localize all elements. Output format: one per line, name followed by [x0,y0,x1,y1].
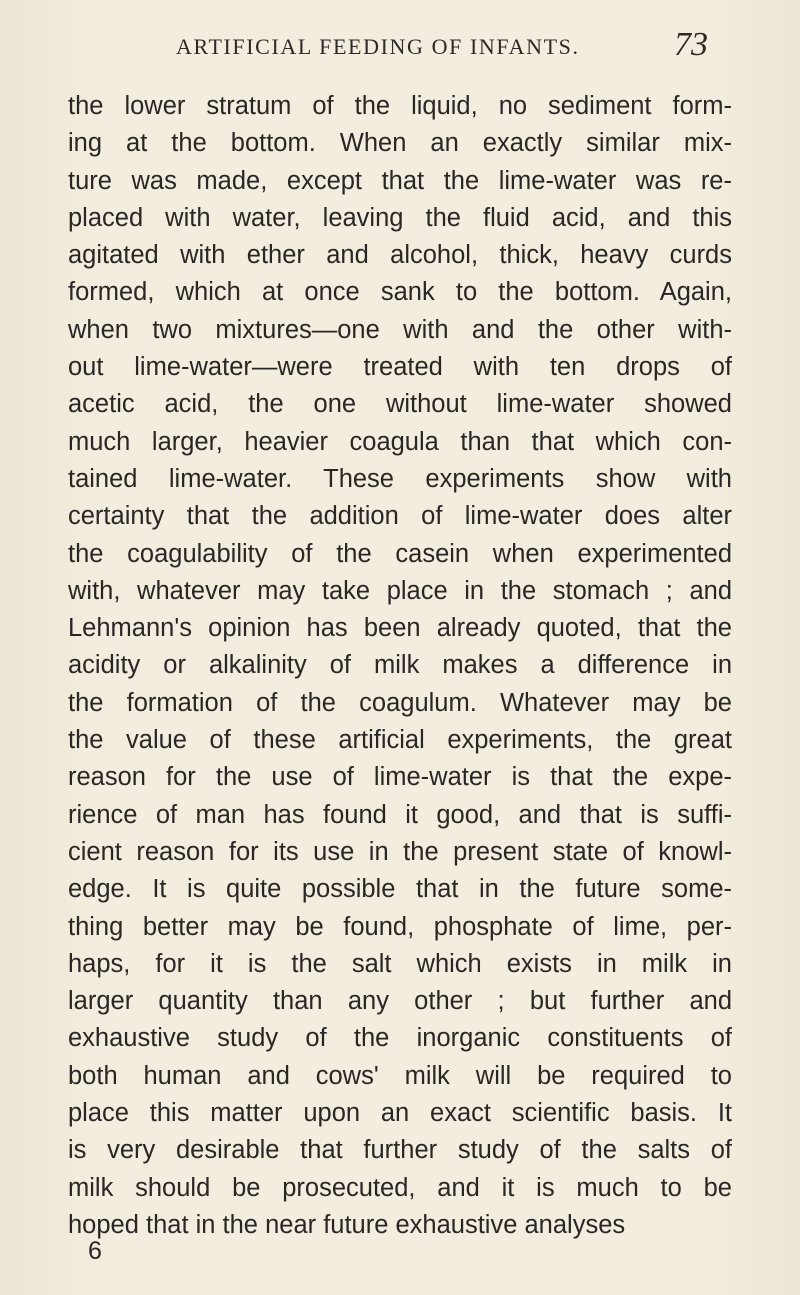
page-number: 73 [674,26,708,63]
text-line: larger quantity than any other ; but further and [68,987,732,1016]
text-line: with, whatever may take place in the stomach ; and [68,576,732,605]
text-line: hoped that in the near future exhaustive analyses [68,1210,626,1239]
text-line: tained lime-water. These experiments show with [68,464,732,493]
text-line: the value of these artificial experiments, the great [68,726,732,755]
text-line: when two mixtures—one with and the other with- [68,315,732,344]
text-line: ture was made, except that the lime-water was re- [68,166,732,195]
text-line: placed with water, leaving the fluid acid, and this [68,203,732,232]
text-line: ing at the bottom. When an exactly similar mix- [68,129,732,158]
text-line: exhaustive study of the inorganic constituents of [68,1024,732,1053]
body-text [68,88,732,1244]
text-line: Lehmann's opinion has been already quoted, that the [68,614,732,643]
running-head [176,26,736,80]
running-title: ARTIFICIAL FEEDING OF INFANTS. [176,34,580,59]
text-line: the formation of the coagulum. Whatever may be [68,688,732,717]
text-line: is very desirable that further study of the salts of [68,1136,732,1165]
text-line: reason for the use of lime-water is that the expe- [68,763,732,792]
text-line: thing better may be found, phosphate of lime, per- [68,912,732,941]
text-line: haps, for it is the salt which exists in milk in [68,949,732,978]
signature-mark: 6 [88,1237,102,1265]
text-line: both human and cows' milk will be required to [68,1061,732,1090]
text-line: rience of man has found it good, and that is suffi- [68,800,732,829]
text-line: cient reason for its use in the present state of knowl- [68,837,732,866]
text-line: edge. It is quite possible that in the future some- [68,875,732,904]
text-line: milk should be prosecuted, and it is much to be [68,1173,732,1202]
text-line: acetic acid, the one without lime-water showed [68,390,732,419]
text-line: place this matter upon an exact scientific basis. It [68,1099,732,1128]
text-line: acidity or alkalinity of milk makes a difference in [68,651,732,680]
text-line: out lime-water—were treated with ten drops of [68,353,732,382]
text-line: certainty that the addition of lime-water does alter [68,502,732,531]
text-line: agitated with ether and alcohol, thick, heavy curds [68,241,732,270]
text-line: the coagulability of the casein when experimented [68,539,732,568]
text-line: the lower stratum of the liquid, no sediment form- [68,92,732,120]
text-line: formed, which at once sank to the bottom. Again, [68,278,732,307]
text-line: much larger, heavier coagula than that which con- [68,427,732,456]
